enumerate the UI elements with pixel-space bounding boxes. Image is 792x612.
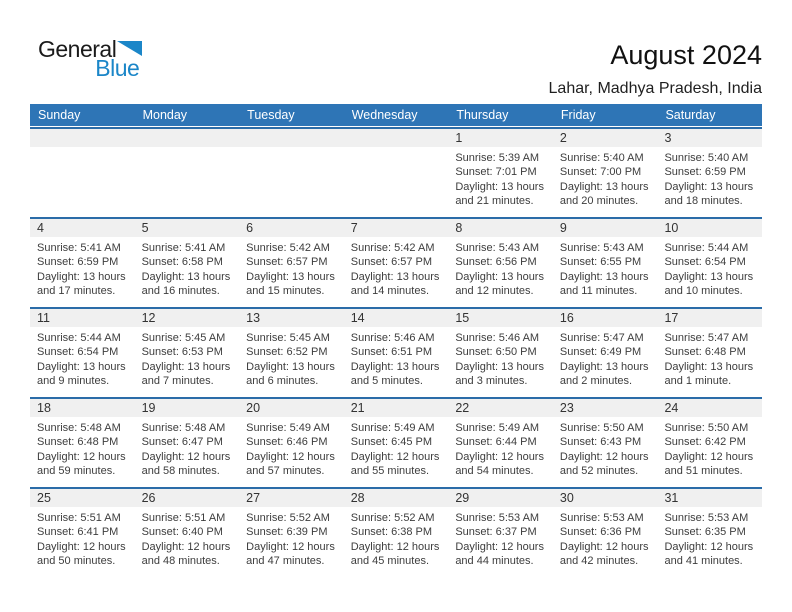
weekday-header-sunday: Sunday xyxy=(38,108,81,122)
sunrise-text: Sunrise: 5:39 AM xyxy=(455,152,540,164)
sunset-text: Sunset: 6:52 PM xyxy=(246,346,328,359)
date-number: 4 xyxy=(37,221,44,235)
sunset-text: Sunset: 6:37 PM xyxy=(455,526,537,539)
day-cell xyxy=(448,327,553,389)
sunset-text: Sunset: 6:48 PM xyxy=(664,346,746,359)
date-number: 28 xyxy=(350,491,365,505)
day-cell xyxy=(448,507,553,569)
empty-day-cell xyxy=(239,147,344,209)
daylight-text: Daylight: 13 hours and 12 minutes. xyxy=(455,270,544,298)
sunset-text: Sunset: 6:41 PM xyxy=(37,526,119,539)
sunrise-text: Sunrise: 5:49 AM xyxy=(455,422,540,434)
empty-day-cell xyxy=(30,147,135,209)
page-title: August 2024 xyxy=(610,40,762,70)
sunrise-text: Sunrise: 5:44 AM xyxy=(664,242,749,254)
day-cell xyxy=(657,147,762,209)
logo-text-blue: Blue xyxy=(95,55,140,81)
sunset-text: Sunset: 6:39 PM xyxy=(246,526,328,539)
calendar-week-row xyxy=(30,487,762,577)
day-cell xyxy=(657,327,762,389)
sunrise-text: Sunrise: 5:51 AM xyxy=(37,512,121,524)
week-content-row xyxy=(30,507,762,569)
daylight-text: Daylight: 12 hours and 54 minutes. xyxy=(455,450,544,478)
date-number: 30 xyxy=(559,491,574,505)
sunrise-text: Sunrise: 5:42 AM xyxy=(350,242,435,254)
sunset-text: Sunset: 6:55 PM xyxy=(559,256,642,269)
daylight-text: Daylight: 12 hours and 57 minutes. xyxy=(246,450,335,478)
date-band xyxy=(30,219,762,237)
sunrise-text: Sunrise: 5:46 AM xyxy=(455,332,540,344)
day-cell xyxy=(553,327,658,389)
date-band xyxy=(30,129,762,147)
week-content-row xyxy=(30,237,762,299)
sunset-text: Sunset: 6:53 PM xyxy=(141,346,223,359)
sunrise-text: Sunrise: 5:51 AM xyxy=(141,512,226,524)
date-number: 5 xyxy=(141,221,149,235)
calendar-week-row xyxy=(30,307,762,397)
daylight-text: Daylight: 13 hours and 7 minutes. xyxy=(141,360,231,388)
sunrise-text: Sunrise: 5:49 AM xyxy=(350,422,435,434)
sunrise-text: Sunrise: 5:46 AM xyxy=(350,332,435,344)
daylight-text: Daylight: 12 hours and 45 minutes. xyxy=(350,540,440,568)
daylight-text: Daylight: 13 hours and 5 minutes. xyxy=(350,360,440,388)
sunset-text: Sunset: 6:35 PM xyxy=(664,526,746,539)
calendar-table xyxy=(30,104,762,577)
week-content-row xyxy=(30,147,762,209)
sunrise-text: Sunrise: 5:40 AM xyxy=(559,152,644,164)
weekday-header-row xyxy=(30,104,762,126)
sunrise-text: Sunrise: 5:43 AM xyxy=(455,242,540,254)
date-number: 27 xyxy=(246,491,261,505)
date-band xyxy=(30,399,762,417)
daylight-text: Daylight: 13 hours and 16 minutes. xyxy=(141,270,231,298)
sunrise-text: Sunrise: 5:47 AM xyxy=(664,332,749,344)
sunrise-text: Sunrise: 5:53 AM xyxy=(455,512,540,524)
sunrise-text: Sunrise: 5:47 AM xyxy=(559,332,644,344)
sunrise-text: Sunrise: 5:45 AM xyxy=(246,332,330,344)
day-cell xyxy=(30,417,135,479)
sunrise-text: Sunrise: 5:50 AM xyxy=(664,422,749,434)
sunset-text: Sunset: 6:43 PM xyxy=(559,436,642,449)
sunrise-text: Sunrise: 5:45 AM xyxy=(141,332,226,344)
sunset-text: Sunset: 6:46 PM xyxy=(246,436,328,449)
day-cell xyxy=(135,507,240,569)
sunset-text: Sunset: 6:54 PM xyxy=(664,256,746,269)
date-number: 1 xyxy=(455,131,463,145)
date-number: 14 xyxy=(350,311,365,325)
daylight-text: Daylight: 12 hours and 47 minutes. xyxy=(246,540,335,568)
title-block xyxy=(549,40,762,98)
sunset-text: Sunset: 6:57 PM xyxy=(246,256,328,269)
date-number: 23 xyxy=(559,401,574,415)
sunrise-text: Sunrise: 5:41 AM xyxy=(141,242,226,254)
day-cell xyxy=(553,417,658,479)
sunset-text: Sunset: 6:42 PM xyxy=(664,436,746,449)
logo-triangle-icon xyxy=(117,41,142,56)
day-cell xyxy=(135,327,240,389)
sunset-text: Sunset: 6:49 PM xyxy=(559,346,642,359)
date-number: 11 xyxy=(37,311,50,325)
daylight-text: Daylight: 12 hours and 52 minutes. xyxy=(559,450,649,478)
date-number: 7 xyxy=(350,221,358,235)
sunrise-text: Sunrise: 5:52 AM xyxy=(350,512,435,524)
date-number: 13 xyxy=(246,311,261,325)
sunrise-text: Sunrise: 5:48 AM xyxy=(37,422,121,434)
day-cell xyxy=(239,237,344,299)
day-cell xyxy=(553,237,658,299)
sunrise-text: Sunrise: 5:42 AM xyxy=(246,242,330,254)
sunset-text: Sunset: 6:44 PM xyxy=(455,436,537,449)
day-cell xyxy=(448,417,553,479)
sunrise-text: Sunrise: 5:48 AM xyxy=(141,422,226,434)
sunrise-text: Sunrise: 5:53 AM xyxy=(559,512,644,524)
daylight-text: Daylight: 12 hours and 41 minutes. xyxy=(664,540,754,568)
daylight-text: Daylight: 13 hours and 14 minutes. xyxy=(350,270,440,298)
date-number: 19 xyxy=(141,401,156,415)
weekday-header-wednesday: Wednesday xyxy=(351,108,418,122)
day-cell xyxy=(344,417,449,479)
day-cell xyxy=(30,327,135,389)
sunrise-text: Sunrise: 5:43 AM xyxy=(559,242,644,254)
sunset-text: Sunset: 6:40 PM xyxy=(141,526,223,539)
date-number: 16 xyxy=(559,311,574,325)
day-cell xyxy=(657,507,762,569)
day-cell xyxy=(448,237,553,299)
date-number: 3 xyxy=(664,131,672,145)
day-cell xyxy=(553,507,658,569)
daylight-text: Daylight: 13 hours and 20 minutes. xyxy=(559,180,649,208)
sunset-text: Sunset: 6:54 PM xyxy=(37,346,119,359)
day-cell xyxy=(239,417,344,479)
day-cell xyxy=(657,417,762,479)
date-number: 26 xyxy=(141,491,156,505)
date-band xyxy=(30,309,762,327)
sunset-text: Sunset: 6:57 PM xyxy=(350,256,433,269)
daylight-text: Daylight: 12 hours and 50 minutes. xyxy=(37,540,126,568)
date-number: 6 xyxy=(246,221,254,235)
day-cell xyxy=(553,147,658,209)
daylight-text: Daylight: 13 hours and 6 minutes. xyxy=(246,360,335,388)
daylight-text: Daylight: 12 hours and 58 minutes. xyxy=(141,450,231,478)
day-cell xyxy=(239,507,344,569)
daylight-text: Daylight: 13 hours and 15 minutes. xyxy=(246,270,335,298)
day-cell xyxy=(344,237,449,299)
sunset-text: Sunset: 6:36 PM xyxy=(559,526,642,539)
daylight-text: Daylight: 13 hours and 1 minute. xyxy=(664,360,754,388)
day-cell xyxy=(30,237,135,299)
day-cell xyxy=(344,507,449,569)
date-number: 18 xyxy=(37,401,51,415)
daylight-text: Daylight: 13 hours and 17 minutes. xyxy=(37,270,126,298)
day-cell xyxy=(135,237,240,299)
date-number: 17 xyxy=(664,311,679,325)
sunset-text: Sunset: 6:50 PM xyxy=(455,346,537,359)
sunset-text: Sunset: 7:01 PM xyxy=(455,166,537,179)
daylight-text: Daylight: 12 hours and 44 minutes. xyxy=(455,540,544,568)
day-cell xyxy=(30,507,135,569)
week-content-row xyxy=(30,417,762,479)
logo-text-general: General xyxy=(38,36,117,62)
day-cell xyxy=(344,327,449,389)
weekday-header-tuesday: Tuesday xyxy=(247,108,295,122)
date-number: 24 xyxy=(664,401,679,415)
daylight-text: Daylight: 12 hours and 51 minutes. xyxy=(664,450,754,478)
sunrise-text: Sunrise: 5:40 AM xyxy=(664,152,749,164)
day-cell xyxy=(657,237,762,299)
date-band xyxy=(30,489,762,507)
daylight-text: Daylight: 12 hours and 59 minutes. xyxy=(37,450,126,478)
daylight-text: Daylight: 13 hours and 9 minutes. xyxy=(37,360,126,388)
daylight-text: Daylight: 12 hours and 48 minutes. xyxy=(141,540,231,568)
date-number: 10 xyxy=(664,221,679,235)
daylight-text: Daylight: 13 hours and 2 minutes. xyxy=(559,360,649,388)
sunset-text: Sunset: 6:58 PM xyxy=(141,256,223,269)
sunset-text: Sunset: 6:38 PM xyxy=(350,526,433,539)
daylight-text: Daylight: 13 hours and 21 minutes. xyxy=(455,180,544,208)
date-number: 9 xyxy=(559,221,567,235)
date-number: 8 xyxy=(455,221,463,235)
date-number: 20 xyxy=(246,401,261,415)
date-number: 31 xyxy=(664,491,679,505)
daylight-text: Daylight: 13 hours and 3 minutes. xyxy=(455,360,544,388)
date-number: 2 xyxy=(559,131,567,145)
general-blue-logo xyxy=(38,38,142,80)
location-subtitle: Lahar, Madhya Pradesh, India xyxy=(548,80,762,97)
sunset-text: Sunset: 6:48 PM xyxy=(37,436,119,449)
empty-day-cell xyxy=(135,147,240,209)
day-cell xyxy=(135,417,240,479)
week-content-row xyxy=(30,327,762,389)
sunrise-text: Sunrise: 5:53 AM xyxy=(664,512,749,524)
sunset-text: Sunset: 6:59 PM xyxy=(37,256,119,269)
date-number: 22 xyxy=(455,401,470,415)
weekday-header-monday: Monday xyxy=(142,108,188,122)
daylight-text: Daylight: 12 hours and 55 minutes. xyxy=(350,450,440,478)
calendar-week-row xyxy=(30,397,762,487)
sunrise-text: Sunrise: 5:49 AM xyxy=(246,422,330,434)
sunrise-text: Sunrise: 5:41 AM xyxy=(37,242,121,254)
date-number: 21 xyxy=(350,401,365,415)
daylight-text: Daylight: 13 hours and 18 minutes. xyxy=(664,180,754,208)
calendar-grid xyxy=(30,127,762,577)
sunset-text: Sunset: 6:47 PM xyxy=(141,436,223,449)
daylight-text: Daylight: 13 hours and 10 minutes. xyxy=(664,270,754,298)
sunrise-text: Sunrise: 5:50 AM xyxy=(559,422,644,434)
day-cell xyxy=(239,327,344,389)
daylight-text: Daylight: 12 hours and 42 minutes. xyxy=(559,540,649,568)
date-number: 29 xyxy=(455,491,470,505)
date-number: 12 xyxy=(141,311,156,325)
calendar-week-row xyxy=(30,127,762,217)
sunrise-text: Sunrise: 5:44 AM xyxy=(37,332,121,344)
sunset-text: Sunset: 6:45 PM xyxy=(350,436,433,449)
weekday-header-saturday: Saturday xyxy=(665,108,716,122)
weekday-header-thursday: Thursday xyxy=(456,108,509,122)
sunset-text: Sunset: 6:59 PM xyxy=(664,166,746,179)
sunset-text: Sunset: 7:00 PM xyxy=(559,166,642,179)
daylight-text: Daylight: 13 hours and 11 minutes. xyxy=(559,270,649,298)
sunset-text: Sunset: 6:56 PM xyxy=(455,256,537,269)
calendar-week-row xyxy=(30,217,762,307)
day-cell xyxy=(448,147,553,209)
weekday-header-friday: Friday xyxy=(560,108,596,122)
sunrise-text: Sunrise: 5:52 AM xyxy=(246,512,330,524)
empty-day-cell xyxy=(344,147,449,209)
date-number: 15 xyxy=(455,311,470,325)
date-number: 25 xyxy=(37,491,51,505)
sunset-text: Sunset: 6:51 PM xyxy=(350,346,433,359)
